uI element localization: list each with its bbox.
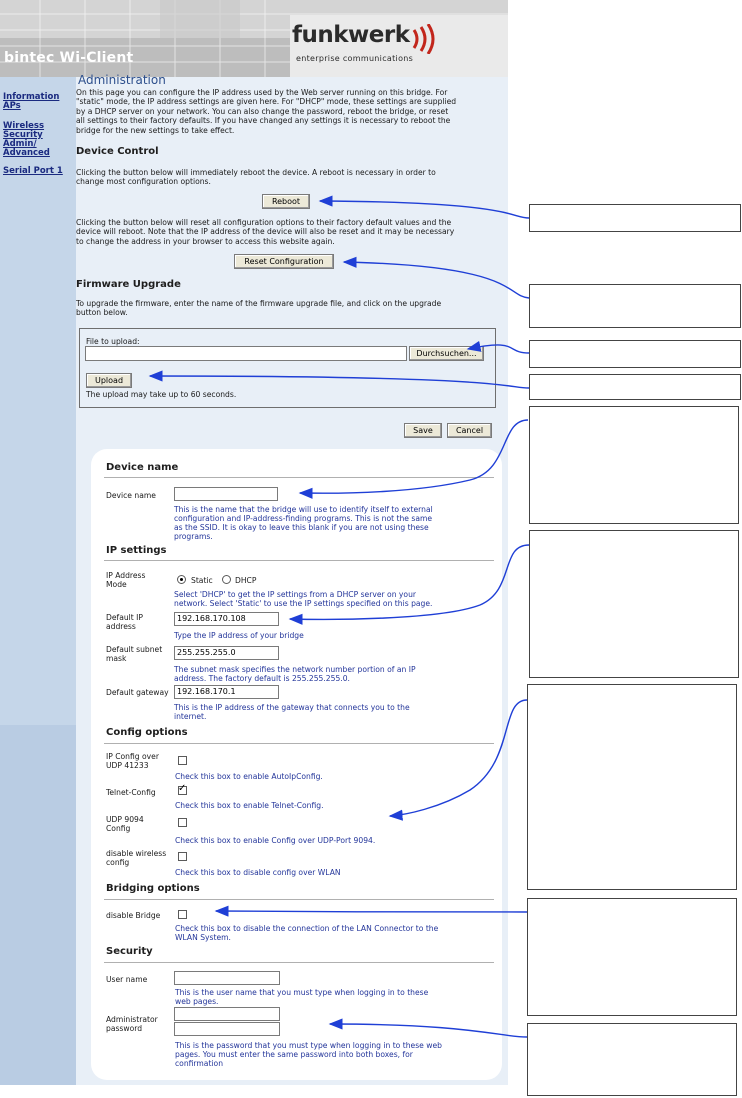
logo-tagline: enterprise communications xyxy=(296,54,414,63)
disable-wireless-label: disable wireless config xyxy=(106,849,167,867)
security-heading: Security xyxy=(106,946,153,957)
ipconfig-help: Check this box to enable AutoIpConfig. xyxy=(175,772,323,781)
firmware-upgrade-heading: Firmware Upgrade xyxy=(76,279,181,290)
cancel-button[interactable]: Cancel xyxy=(447,423,492,438)
subnet-mask-input[interactable]: 255.255.255.0 xyxy=(174,646,279,660)
reboot-description: Clicking the button below will immediately reboot the device. A reboot is necessary in order to change most configuration options. xyxy=(76,168,436,187)
subnet-mask-label: Default subnet mask xyxy=(106,645,163,663)
config-options-heading: Config options xyxy=(106,727,188,738)
device-control-heading: Device Control xyxy=(76,146,159,157)
sidebar-item-security[interactable]: Security xyxy=(3,130,43,140)
device-name-help: This is the name that the bridge will use to identify itself to external configuration and IP-address-finding programs. This is not the same as the SSID. It is okay to leave this blank if you are not using these programs. xyxy=(174,505,433,541)
save-button[interactable]: Save xyxy=(404,423,442,438)
default-ip-label: Default IP address xyxy=(106,613,143,631)
sidebar-item-wireless[interactable]: Wireless xyxy=(3,121,45,131)
gateway-help: This is the IP address of the gateway that connects you to the internet. xyxy=(174,703,410,721)
browse-button[interactable]: Durchsuchen... xyxy=(409,346,484,361)
ip-settings-heading: IP settings xyxy=(106,545,167,556)
telnet-help: Check this box to enable Telnet-Config. xyxy=(175,801,324,810)
brand-title: bintec Wi-Client xyxy=(4,50,134,66)
subnet-mask-help: The subnet mask specifies the network number portion of an IP address. The factory default is 255.255.255.0. xyxy=(174,665,416,683)
sidebar-item-information[interactable]: Information xyxy=(3,92,60,102)
reboot-button[interactable]: Reboot xyxy=(262,194,310,209)
upload-button[interactable]: Upload xyxy=(86,373,132,388)
disable-bridge-help: Check this box to disable the connection of the LAN Connector to the WLAN System. xyxy=(175,924,439,942)
sidebar-item-admin[interactable]: Admin/ xyxy=(3,139,37,149)
udp-config-label: UDP 9094 Config xyxy=(106,815,144,833)
file-upload-label: File to upload: xyxy=(86,337,140,346)
default-ip-help: Type the IP address of your bridge xyxy=(174,631,304,640)
upload-note: The upload may take up to 60 seconds. xyxy=(86,390,237,399)
reset-description: Clicking the button below will reset all configuration options to their factory default values and the device will reboot. Note that the IP address of the device will also be reset and it may be necessary to change the address in your browser to access this website again. xyxy=(76,218,455,246)
username-help: This is the user name that you must type when logging in to these web pages. xyxy=(175,988,429,1006)
udp-config-help: Check this box to enable Config over UDP-Port 9094. xyxy=(175,836,376,845)
ip-mode-label: IP Address Mode xyxy=(106,571,146,589)
device-name-label: Device name xyxy=(106,491,156,500)
telnet-label: Telnet-Config xyxy=(106,788,156,797)
default-ip-input[interactable]: 192.168.170.108 xyxy=(174,612,279,626)
password-help: This is the password that you must type when logging in to these web pages. You must enter the same password into both boxes, for confirmation xyxy=(175,1041,442,1068)
admin-intro: On this page you can configure the IP address used by the Web server running on this bridge. For "static" mode, the IP address settings are given here. For "DHCP" mode, these settings are supplied by a DHCP server on your network. You can also change the password, reboot the bridge, or reset all settings to their factory defaults. If you have changed any settings it is necessary to reboot the bridge for the new settings to take effect. xyxy=(76,88,457,135)
firmware-description: To upgrade the firmware, enter the name of the firmware upgrade file, and click on the upgrade button below. xyxy=(76,299,442,318)
gateway-input[interactable]: 192.168.170.1 xyxy=(174,685,279,699)
bridging-options-heading: Bridging options xyxy=(106,883,200,894)
disable-bridge-label: disable Bridge xyxy=(106,911,161,920)
static-radio-label: Static xyxy=(191,576,213,585)
ip-mode-help: Select 'DHCP' to get the IP settings from a DHCP server on your network. Select 'Static' to use the IP settings specified on this page. xyxy=(174,590,433,608)
username-label: User name xyxy=(106,975,148,984)
admin-password-label: Administrator password xyxy=(106,1015,158,1033)
page-title: Administration xyxy=(78,73,166,87)
ipconfig-label: IP Config over UDP 41233 xyxy=(106,752,159,770)
logo-wordmark: funkwerk xyxy=(292,22,410,48)
sidebar-item-serial-port-1[interactable]: Serial Port 1 xyxy=(3,166,63,176)
device-name-heading: Device name xyxy=(106,462,179,473)
sidebar-item-aps[interactable]: APs xyxy=(3,101,21,111)
gateway-label: Default gateway xyxy=(106,688,169,697)
dhcp-radio-label: DHCP xyxy=(235,576,257,585)
disable-wireless-help: Check this box to disable config over WLAN xyxy=(175,868,341,877)
reset-configuration-button[interactable]: Reset Configuration xyxy=(234,254,334,269)
sidebar-item-advanced[interactable]: Advanced xyxy=(3,148,50,158)
